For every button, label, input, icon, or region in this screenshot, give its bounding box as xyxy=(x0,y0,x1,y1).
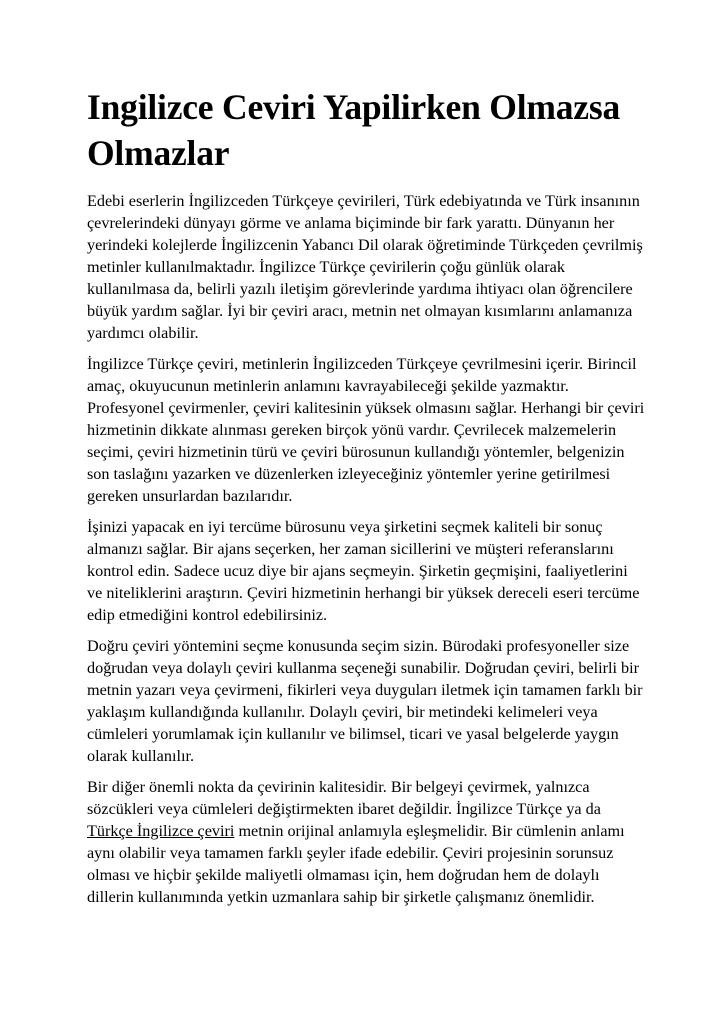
paragraph-4: Doğru çeviri yöntemini seçme konusunda seçim sizin. Bürodaki profesyoneller size doğrudan veya dolaylı çeviri kullanma seçeneği sunabilir. Doğrudan çeviri, belirli bir metnin yazarı veya çevirmeni, fikirleri veya duyguları iletmek için tamamen farklı bir yaklaşım kullandığında kullanılır. Dolaylı çeviri, bir metindeki kelimeleri veya cümleleri yorumlamak için kullanılır ve bilimsel, ticari ve yasal belgelerde yaygın olarak kullanılır. xyxy=(87,637,643,765)
paragraph-5-text-after-link: metnin orijinal anlamıyla eşleşmelidir. Bir cümlenin anlamı aynı olabilir veya tamamen farklı şeyler ifade edebilir. Çeviri projesinin sorunsuz olması ve hiçbir şekilde maliyetli olmaması için, hem doğrudan hem de dolaylı dillerin kullanımında yetkin uzmanlara sahip bir şirketle çalışmanız önemlidir. xyxy=(87,822,625,906)
paragraph-5-text-before-link: Bir diğer önemli nokta da çevirinin kalitesidir. Bir belgeyi çevirmek, yalnızca sözcükleri veya cümleleri değiştirmekten ibaret değildir. İngilizce Türkçe ya da xyxy=(87,778,601,818)
paragraph-2: İngilizce Türkçe çeviri, metinlerin İngilizceden Türkçeye çevrilmesini içerir. Birincil amaç, okuyucunun metinlerin anlamını kavrayabileceği şekilde yazmaktır. Profesyonel çevirmenler, çeviri kalitesinin yüksek olmasını sağlar. Herhangi bir çeviri hizmetinin dikkate alınması gereken birçok yönü vardır. Çevrilecek malzemelerin seçimi, çeviri hizmetinin türü ve çeviri bürosunun kullandığı yöntemler, belgenizin son taslağını yazarken ve düzenlerken izleyeceğiniz yöntemler yerine getirilmesi gereken unsurlardan bazılarıdır. xyxy=(87,355,645,505)
document-page xyxy=(87,84,647,917)
page-title: Ingilizce Ceviri Yapilirken Olmazsa Olmazlar xyxy=(87,87,621,173)
turkce-ingilizce-ceviri-link[interactable]: Türkçe İngilizce çeviri xyxy=(87,822,235,840)
paragraph-1: Edebi eserlerin İngilizceden Türkçeye çevirileri, Türk edebiyatında ve Türk insanının çevrelerindeki dünyayı görme ve anlama biçiminde bir fark yarattı. Dünyanın her yerindeki kolejlerde İngilizcenin Yabancı Dil olarak öğretiminde Türkçeden çevrilmiş metinler kullanılmaktadır. İngilizce Türkçe çevirilerin çoğu günlük olarak kullanılmasa da, belirli yazılı iletişim görevlerinde yardıma ihtiyacı olan öğrencilere büyük yardım sağlar. İyi bir çeviri aracı, metnin net olmayan kısımlarını anlamanıza yardımcı olabilir. xyxy=(87,192,643,342)
paragraph-5 xyxy=(87,776,647,908)
paragraph-3: İşinizi yapacak en iyi tercüme bürosunu veya şirketini seçmek kaliteli bir sonuç almanızı sağlar. Bir ajans seçerken, her zaman sicillerini ve müşteri referanslarını kontrol edin. Sadece ucuz diye bir ajans seçmeyin. Şirketin geçmişini, faaliyetlerini ve niteliklerini araştırın. Çeviri hizmetinin herhangi bir yüksek dereceli eseri tercüme edip etmediğini kontrol edebilirsiniz. xyxy=(87,518,640,624)
